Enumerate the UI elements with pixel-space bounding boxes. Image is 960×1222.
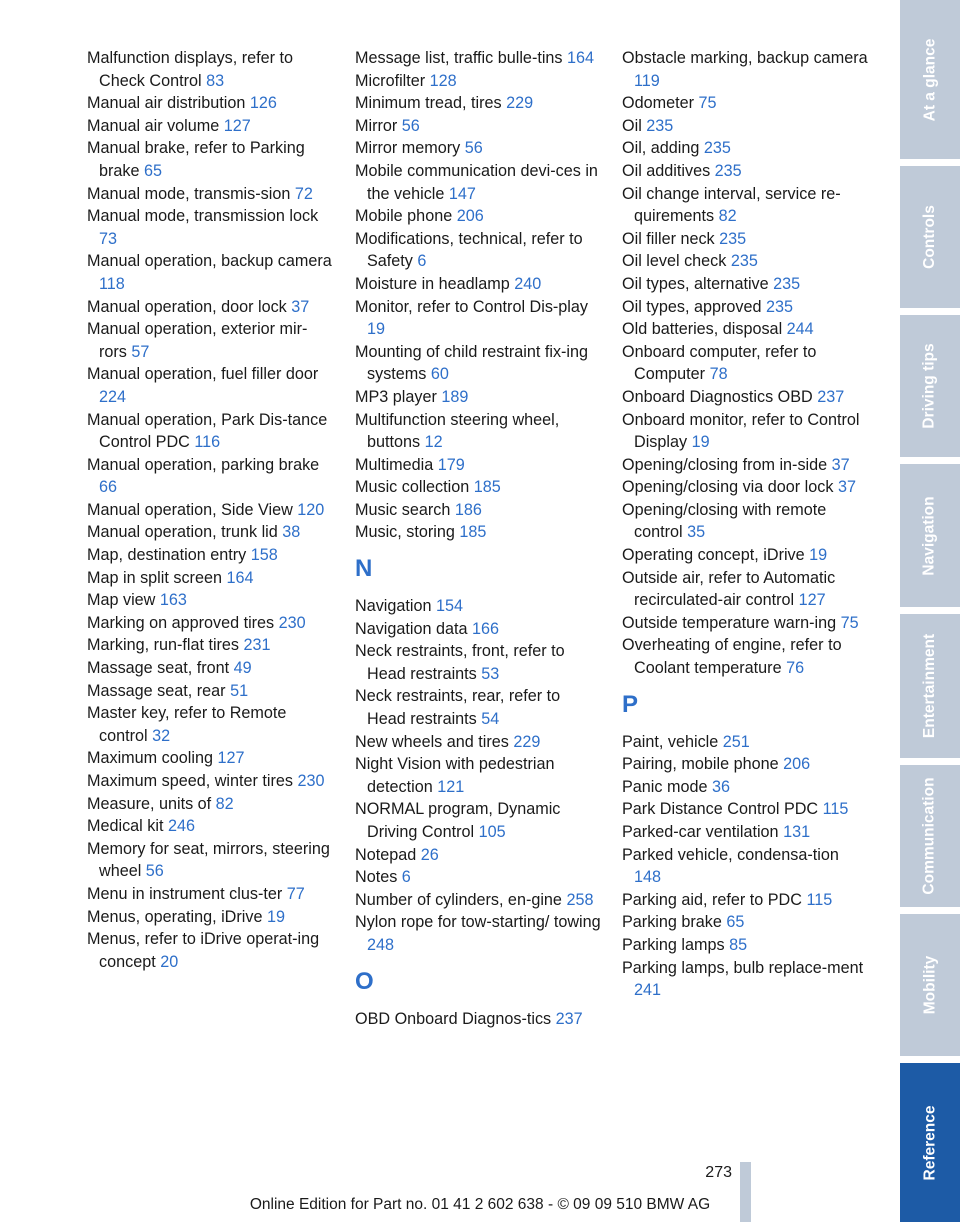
page-link[interactable]: 246 [167, 817, 195, 836]
index-entry [622, 957, 870, 1002]
index-entry [355, 731, 603, 754]
page-link[interactable]: 235 [765, 297, 793, 316]
index-column-2 [355, 47, 603, 1030]
entry-term: Manual mode, transmission lock [87, 207, 319, 226]
tab-label: Controls [921, 205, 938, 269]
index-entry [622, 386, 870, 409]
page-link[interactable]: 65 [144, 161, 163, 180]
entry-term: Parking aid, refer to PDC [622, 890, 802, 909]
page-link[interactable]: 185 [473, 478, 501, 497]
entry-term: Manual operation, trunk lid [87, 523, 278, 542]
page-link[interactable]: 76 [786, 659, 805, 678]
entry-term: Manual brake, refer to Parking brake [87, 139, 305, 180]
index-entry [87, 702, 335, 747]
page-link[interactable]: 72 [294, 184, 313, 203]
page-link[interactable]: 49 [233, 659, 252, 678]
index-entry [355, 889, 603, 912]
index-entry [622, 499, 870, 544]
index-entry [355, 685, 603, 730]
index-entry [355, 409, 603, 454]
entry-term: Oil types, alternative [622, 274, 769, 293]
index-entry [622, 296, 870, 319]
index-entry [355, 296, 603, 341]
index-column-1 [87, 47, 335, 973]
page-number: 273 [705, 1164, 732, 1181]
entry-term: Manual air distribution [87, 94, 246, 113]
page-link[interactable]: 119 [634, 71, 660, 90]
section-letter: O [355, 967, 374, 995]
index-entry [622, 47, 870, 92]
page-link[interactable]: 78 [709, 365, 728, 384]
index-entry [355, 1008, 603, 1031]
index-entry [622, 731, 870, 754]
entry-term: Multifunction steering wheel, buttons [355, 410, 560, 452]
page-link[interactable]: 115 [806, 890, 833, 909]
entry-term: Music collection [355, 478, 470, 497]
page-link[interactable]: 19 [266, 907, 285, 926]
page-link[interactable]: 19 [691, 433, 710, 452]
entry-term: Panic mode [622, 777, 708, 796]
page-link[interactable]: 224 [99, 387, 127, 406]
entry-term: Parked-car ventilation [622, 823, 779, 841]
page-link[interactable]: 20 [160, 952, 179, 971]
entry-term: Paint, vehicle [622, 732, 719, 751]
chapter-sidebar [900, 0, 960, 1222]
index-entry [355, 47, 603, 70]
index-entry [87, 92, 335, 115]
footer-text: Online Edition for Part no. 01 41 2 602 638 - © 09 09 510 BMW AG [249, 1196, 711, 1213]
tab-communication[interactable] [900, 765, 960, 907]
entry-term: Opening/closing via door lock [622, 478, 834, 497]
page-link[interactable]: 244 [786, 320, 814, 339]
page-link[interactable]: 206 [456, 207, 484, 226]
index-entry [355, 205, 603, 228]
index-entry [622, 92, 870, 115]
entry-term: Massage seat, rear [87, 681, 226, 700]
index-entry [355, 499, 603, 522]
page-link[interactable]: 36 [711, 777, 730, 796]
index-entry [87, 205, 335, 250]
page-link[interactable]: 6 [417, 252, 427, 271]
entry-term: Minimum tread, tires [355, 94, 502, 113]
tab-entertainment[interactable] [900, 614, 960, 758]
entry-term: Onboard monitor, refer to Control Display [622, 410, 860, 452]
page-link[interactable]: 115 [822, 800, 849, 819]
page-link[interactable]: 82 [215, 794, 234, 813]
page-link[interactable]: 241 [634, 981, 662, 1000]
section-letter: N [355, 555, 373, 583]
entry-term: Outside air, refer to Automatic recirculated-air control [622, 568, 836, 610]
entry-term: Malfunction displays, refer to Check Control [87, 49, 294, 90]
index-entry [87, 137, 335, 182]
page-link[interactable]: 19 [809, 546, 828, 565]
entry-term: Pairing, mobile phone [622, 755, 779, 774]
entry-term: Manual operation, parking brake [87, 455, 320, 474]
page-link[interactable]: 116 [194, 433, 221, 452]
index-entry [622, 409, 870, 454]
index-entry [87, 747, 335, 770]
entry-term: Modifications, technical, refer to Safety [355, 229, 583, 271]
section-letter: P [622, 690, 639, 718]
index-entry [622, 341, 870, 386]
page-link[interactable]: 229 [506, 94, 534, 113]
index-entry [87, 815, 335, 838]
page-link[interactable]: 37 [837, 478, 856, 497]
page-link[interactable]: 164 [567, 49, 595, 67]
index-entry [622, 934, 870, 957]
index-entry [622, 567, 870, 612]
entry-term: Parked vehicle, condensa-tion [622, 845, 839, 864]
entry-term: Map view [87, 591, 156, 610]
index-entry [622, 273, 870, 296]
entry-term: Operating concept, iDrive [622, 546, 805, 565]
entry-term: Message list, traffic bulle-tins [355, 49, 563, 67]
index-entry [87, 521, 335, 544]
index-entry [622, 889, 870, 912]
page-link[interactable]: 56 [401, 116, 420, 135]
index-entry [622, 318, 870, 341]
entry-term: Onboard computer, refer to Computer [622, 342, 817, 384]
page-link[interactable]: 235 [703, 139, 731, 158]
entry-term: Mirror memory [355, 139, 461, 158]
index-entry [87, 454, 335, 499]
tab-at-a-glance[interactable] [900, 0, 960, 159]
page-link[interactable]: 185 [459, 523, 487, 542]
index-entry [355, 92, 603, 115]
index-entry [87, 363, 335, 408]
page-link[interactable]: 147 [448, 184, 476, 203]
page-link[interactable]: 73 [99, 229, 118, 248]
entry-term: Obstacle marking, backup camera [622, 49, 868, 67]
entry-term: Parking lamps, bulb replace-ment [622, 958, 864, 977]
index-entry [87, 928, 335, 973]
index-entry [87, 793, 335, 816]
index-column-3 [622, 47, 870, 1002]
index-entry [622, 544, 870, 567]
page-link[interactable]: 82 [718, 207, 737, 226]
entry-term: Notepad [355, 845, 417, 864]
page-link[interactable]: 235 [719, 229, 747, 248]
index-entry [87, 634, 335, 657]
entry-term: Old batteries, disposal [622, 320, 783, 339]
entry-term: Marking, run-flat tires [87, 636, 240, 655]
index-entry [622, 160, 870, 183]
entry-term: Navigation data [355, 619, 468, 638]
index-entry [355, 595, 603, 618]
entry-term: New wheels and tires [355, 732, 509, 751]
entry-term: OBD Onboard Diagnos-tics [355, 1009, 552, 1028]
entry-term: Music, storing [355, 523, 455, 542]
page-link[interactable]: 83 [206, 71, 225, 90]
index-entry [355, 640, 603, 685]
entry-term: Oil additives [622, 161, 711, 180]
entry-term: Multimedia [355, 455, 434, 474]
page-link[interactable]: 186 [454, 500, 482, 519]
page-link[interactable]: 164 [226, 568, 254, 587]
page-link[interactable]: 85 [729, 935, 748, 954]
entry-term: Menu in instrument clus-ter [87, 884, 283, 903]
entry-term: Massage seat, front [87, 659, 230, 678]
entry-term: Manual operation, door lock [87, 297, 287, 316]
page-link[interactable]: 75 [840, 613, 859, 632]
index-entry [355, 866, 603, 889]
entry-term: Manual operation, Park Dis-tance Control PDC [87, 410, 328, 452]
entry-term: Medical kit [87, 817, 164, 836]
page-link[interactable]: 131 [783, 823, 811, 841]
index-entry [622, 115, 870, 138]
index-entry [622, 634, 870, 679]
entry-term: Maximum speed, winter tires [87, 772, 294, 790]
index-entry [87, 906, 335, 929]
entry-term: Oil, adding [622, 139, 700, 158]
page-link[interactable]: 235 [773, 274, 801, 293]
page-link[interactable]: 235 [730, 252, 758, 271]
page-link[interactable]: 166 [472, 619, 500, 638]
entry-term: Mirror [355, 116, 398, 135]
entry-term: Opening/closing from in-side [622, 455, 828, 474]
page-link[interactable]: 118 [99, 274, 125, 293]
page-link[interactable]: 35 [687, 523, 706, 542]
entry-term: Number of cylinders, en-gine [355, 890, 562, 909]
page-link[interactable]: 65 [726, 913, 745, 932]
entry-term: Moisture in headlamp [355, 274, 510, 293]
tab-navigation[interactable] [900, 464, 960, 607]
page-link[interactable]: 251 [722, 732, 750, 751]
entry-term: Oil filler neck [622, 229, 715, 248]
entry-term: Maximum cooling [87, 749, 213, 768]
index-entry [87, 544, 335, 567]
entry-term: Neck restraints, front, refer to Head restraints [355, 642, 565, 683]
entry-term: Monitor, refer to Control Dis-play [355, 297, 589, 316]
page-link[interactable]: 127 [217, 749, 245, 768]
tab-label: At a glance [921, 38, 939, 121]
tab-mobility[interactable] [900, 914, 960, 1056]
index-entry [87, 115, 335, 138]
page-link[interactable]: 53 [481, 664, 500, 683]
entry-term: Menus, operating, iDrive [87, 907, 263, 926]
page-link[interactable]: 105 [478, 823, 506, 841]
index-entry [355, 521, 603, 544]
page-link[interactable]: 127 [223, 116, 251, 135]
index-entry [622, 228, 870, 251]
entry-term: Manual operation, Side View [87, 500, 293, 519]
entry-term: Night Vision with pedestrian detection [355, 755, 555, 796]
entry-term: Overheating of engine, refer to Coolant temperature [622, 636, 842, 678]
index-entry [355, 844, 603, 867]
page-link[interactable]: 154 [436, 597, 464, 616]
page-link[interactable]: 235 [646, 116, 674, 135]
page-link[interactable]: 12 [424, 433, 443, 452]
entry-term: Outside temperature warn-ing [622, 613, 837, 632]
page-link[interactable]: 26 [420, 845, 439, 864]
index-entry [87, 296, 335, 319]
entry-term: Manual mode, transmis-sion [87, 184, 291, 203]
page-link[interactable]: 126 [249, 94, 277, 113]
page-link[interactable]: 179 [437, 455, 465, 474]
entry-term: Odometer [622, 94, 694, 113]
entry-term: Manual operation, backup camera [87, 252, 332, 271]
index-entry [87, 250, 335, 295]
index-entry [87, 183, 335, 206]
index-entry [87, 589, 335, 612]
page-link[interactable]: 230 [278, 613, 306, 632]
entry-term: Opening/closing with remote control [622, 500, 827, 542]
entry-term: Neck restraints, rear, refer to Head restraints [355, 687, 561, 729]
index-entry [355, 160, 603, 205]
tab-label: Mobility [921, 955, 938, 1015]
page-link[interactable]: 56 [145, 862, 164, 881]
index-entry [87, 318, 335, 363]
page-link[interactable]: 66 [99, 478, 118, 497]
index-entry [355, 476, 603, 499]
page-link[interactable]: 231 [243, 636, 271, 655]
index-entry [87, 499, 335, 522]
entry-term: Master key, refer to Remote control [87, 704, 287, 745]
tab-label: Navigation [921, 495, 939, 576]
page-link[interactable]: 237 [817, 387, 845, 406]
index-entry [355, 798, 603, 843]
index-entry [622, 821, 870, 844]
entry-term: Map in split screen [87, 568, 222, 587]
page-link[interactable]: 75 [698, 94, 717, 113]
page-link[interactable]: 54 [481, 710, 500, 729]
entry-term: Manual operation, exterior mir-rors [87, 320, 308, 361]
index-entry [355, 454, 603, 477]
entry-term: Oil types, approved [622, 297, 762, 316]
page-link[interactable]: 32 [152, 726, 171, 745]
index-entry [622, 776, 870, 799]
entry-term: Mobile communication devi-ces in the vehicle [355, 161, 598, 203]
tab-label: Reference [921, 1105, 938, 1180]
entry-term: Microfilter [355, 71, 426, 90]
index-entry [622, 183, 870, 228]
page-link[interactable]: 248 [367, 935, 395, 954]
entry-term: Marking on approved tires [87, 613, 275, 632]
entry-term: Mobile phone [355, 207, 453, 226]
index-entry [355, 911, 603, 956]
index-entry [355, 115, 603, 138]
page-link[interactable]: 77 [286, 884, 305, 903]
index-entry [622, 454, 870, 477]
page-link[interactable]: 148 [634, 868, 662, 887]
page-link[interactable]: 235 [714, 161, 742, 180]
entry-term: Nylon rope for tow-starting/ towing [355, 913, 601, 932]
index-entry [622, 612, 870, 635]
entry-term: Parking brake [622, 913, 722, 932]
tab-driving-tips[interactable] [900, 315, 960, 457]
index-entry [87, 657, 335, 680]
page-link[interactable]: 258 [566, 890, 594, 909]
page-link[interactable]: 163 [159, 591, 187, 610]
index-entry [355, 137, 603, 160]
index-entry [87, 567, 335, 590]
entry-term: Parking lamps [622, 935, 725, 954]
index-entry [622, 250, 870, 273]
index-entry [87, 883, 335, 906]
entry-term: Notes [355, 868, 398, 887]
index-entry [87, 838, 335, 883]
entry-term: Oil [622, 116, 642, 135]
page-link[interactable]: 121 [437, 777, 465, 796]
index-entry [355, 341, 603, 386]
page-link[interactable]: 51 [230, 681, 249, 700]
page-link[interactable]: 237 [555, 1009, 583, 1028]
tab-controls[interactable] [900, 166, 960, 308]
page-link[interactable]: 128 [429, 71, 457, 90]
entry-term: Map, destination entry [87, 546, 247, 565]
entry-term: Measure, units of [87, 794, 212, 813]
entry-term: Mounting of child restraint fix-ing systems [355, 342, 589, 384]
page-link[interactable]: 206 [783, 755, 811, 774]
index-entry [87, 47, 335, 92]
page-link[interactable]: 57 [131, 342, 150, 361]
entry-term: Oil level check [622, 252, 727, 271]
entry-term: Menus, refer to iDrive operat-ing concept [87, 930, 320, 971]
page-link[interactable]: 127 [798, 591, 826, 610]
entry-term: Music search [355, 500, 451, 519]
entry-term: Manual air volume [87, 116, 220, 135]
page-link[interactable]: 38 [282, 523, 301, 542]
entry-term: NORMAL program, Dynamic Driving Control [355, 800, 561, 841]
index-entry [87, 680, 335, 703]
entry-term: Onboard Diagnostics OBD [622, 387, 813, 406]
page-link[interactable]: 240 [514, 274, 542, 293]
entry-term: Park Distance Control PDC [622, 800, 819, 819]
entry-term: MP3 player [355, 387, 437, 406]
page-link[interactable]: 37 [831, 455, 850, 474]
index-entry [622, 844, 870, 889]
index-entry [622, 753, 870, 776]
index-entry [355, 70, 603, 93]
index-entry [87, 409, 335, 454]
index-entry [355, 753, 603, 798]
page-link[interactable]: 189 [441, 387, 469, 406]
index-entry [355, 386, 603, 409]
index-entry [622, 798, 870, 821]
entry-term: Navigation [355, 597, 432, 616]
entry-term: Memory for seat, mirrors, steering wheel [87, 839, 330, 881]
tab-label: Entertainment [921, 633, 938, 739]
page-link[interactable]: 230 [297, 772, 325, 790]
tab-label: Communication [921, 777, 938, 895]
page-link[interactable]: 60 [430, 365, 449, 384]
entry-term: Manual operation, fuel filler door [87, 365, 319, 384]
tab-label: Driving tips [921, 343, 939, 429]
index-entry [87, 612, 335, 635]
page-link[interactable]: 19 [367, 320, 386, 339]
page-link[interactable]: 120 [297, 500, 325, 519]
index-entry [355, 273, 603, 296]
page-link[interactable]: 37 [291, 297, 310, 316]
page-link[interactable]: 229 [513, 732, 541, 751]
index-entry [87, 770, 335, 793]
page-link[interactable]: 6 [401, 868, 411, 887]
index-entry [622, 476, 870, 499]
index-entry [622, 137, 870, 160]
page-link[interactable]: 158 [250, 546, 278, 565]
index-entry [622, 911, 870, 934]
page-link[interactable]: 56 [464, 139, 483, 158]
index-entry [355, 618, 603, 641]
entry-term: Oil change interval, service re-quirements [622, 184, 841, 226]
index-entry [355, 228, 603, 273]
